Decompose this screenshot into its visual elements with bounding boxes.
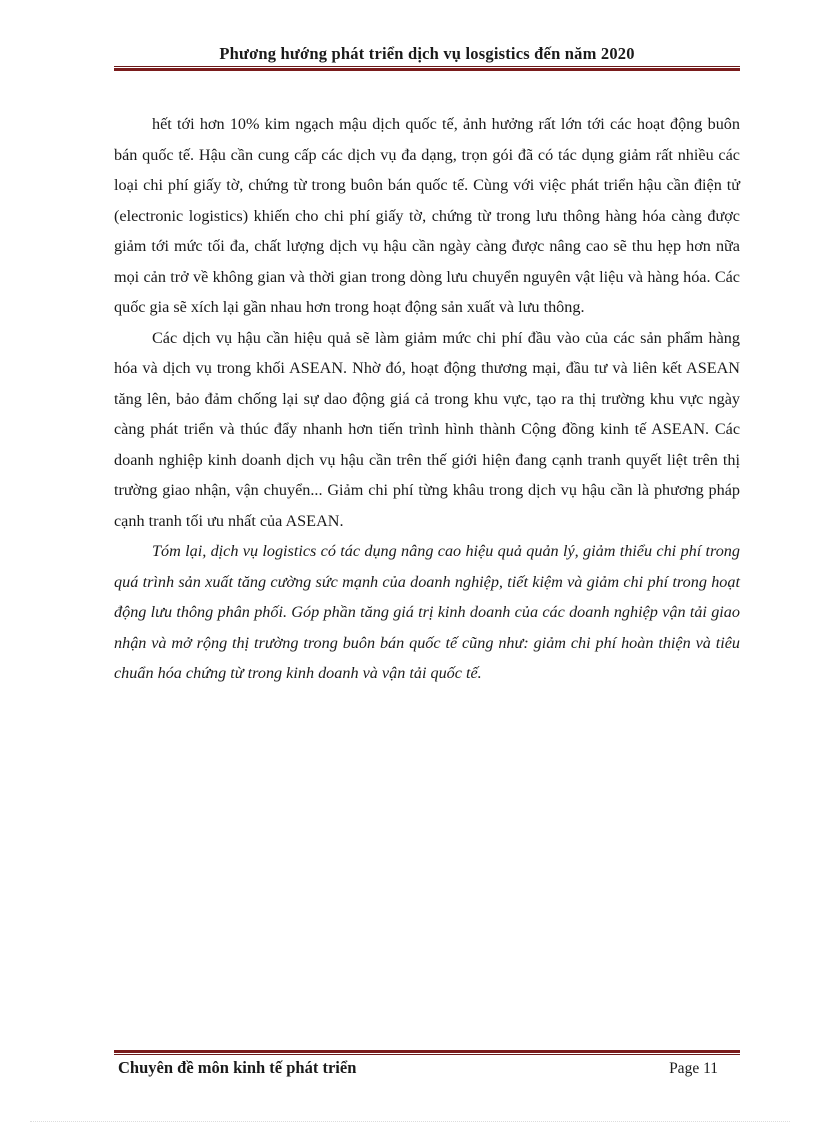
page-bottom-divider bbox=[30, 1121, 790, 1122]
paragraph-1: hết tới hơn 10% kim ngạch mậu dịch quốc tế, ảnh hưởng rất lớn tới các hoạt động buôn bán quốc tế. Hậu cần cung cấp các dịch vụ đa dạng, trọn gói đã có tác dụng giảm rất nhiều các loại chi phí giấy tờ, chứng từ trong buôn bán quốc tế. Cùng với việc phát triển hậu cần điện tử (electronic logistics) khiến cho chi phí giấy tờ, chứng từ trong lưu thông hàng hóa càng được giảm tới mức tối đa, chất lượng dịch vụ hậu cần ngày càng được nâng cao sẽ thu hẹp hơn nữa mọi cản trở về không gian và thời gian trong dòng lưu chuyển nguyên vật liệu và hàng hóa. Các quốc gia sẽ xích lại gần nhau hơn trong hoạt động sản xuất và lưu thông. bbox=[114, 115, 740, 316]
header-rule-thin bbox=[114, 66, 740, 67]
header-rule bbox=[114, 66, 740, 71]
page-header-title: Phương hướng phát triển dịch vụ losgistics đến năm 2020 bbox=[219, 44, 635, 63]
paragraph-2: Các dịch vụ hậu cần hiệu quả sẽ làm giảm mức chi phí đầu vào của các sản phẩm hàng hóa và dịch vụ trong khối ASEAN. Nhờ đó, hoạt động thương mại, đầu tư và liên kết ASEAN tăng lên, bảo đảm chống lại sự dao động giá cả trong khu vực, tạo ra thị trường khu vực ngày càng phát triển và thúc đẩy nhanh hơn tiến trình hình thành Cộng đồng kinh tế ASEAN. Các doanh nghiệp kinh doanh dịch vụ hậu cần trên thế giới hiện đang cạnh tranh quyết liệt trên thị trường giao nhận, vận chuyển... Giảm chi phí từng khâu trong dịch vụ hậu cần là phương pháp cạnh tranh tối ưu nhất của ASEAN. bbox=[114, 328, 740, 530]
footer-rule-thin bbox=[114, 1054, 740, 1055]
body-text bbox=[114, 109, 740, 689]
footer-rule-thick bbox=[114, 1050, 740, 1053]
paragraph-3-conclusion: Tóm lại, dịch vụ logistics có tác dụng nâng cao hiệu quả quản lý, giảm thiểu chi phí trong quá trình sản xuất tăng cường sức mạnh của doanh nghiệp, tiết kiệm và giảm chi phí trong hoạt động lưu thông phân phối. Góp phần tăng giá trị kinh doanh của các doanh nghiệp vận tải giao nhận và mở rộng thị trường trong buôn bán quốc tế cũng như: giảm chi phí hoàn thiện và tiêu chuẩn hóa chứng từ trong kinh doanh và vận tải quốc tế. bbox=[114, 542, 740, 682]
footer-course-title: Chuyên đề môn kinh tế phát triển bbox=[118, 1058, 357, 1077]
page-number: Page 11 bbox=[669, 1060, 718, 1077]
footer-rule bbox=[114, 1050, 740, 1055]
header-rule-thick bbox=[114, 68, 740, 71]
